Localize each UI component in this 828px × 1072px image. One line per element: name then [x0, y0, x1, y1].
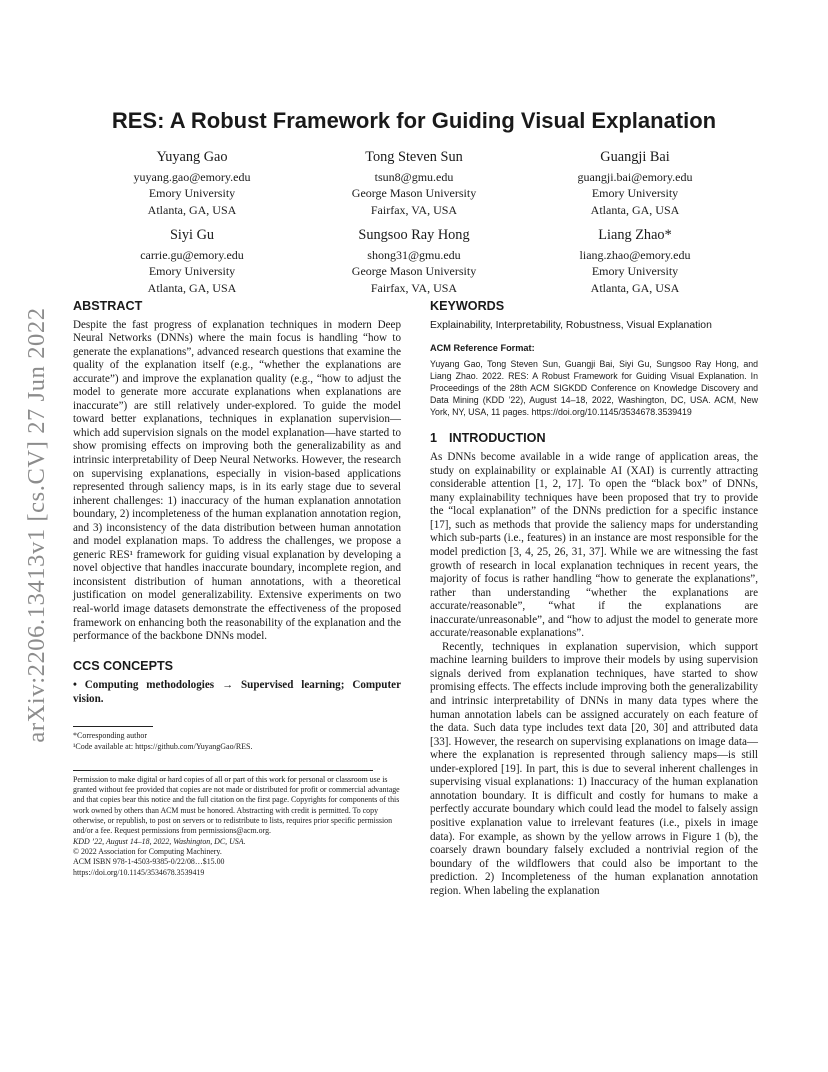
author-name: Sungsoo Ray Hong: [358, 227, 470, 243]
author-name: Yuyang Gao: [156, 149, 228, 165]
keywords-text: Explainability, Interpretability, Robustness, Visual Explanation: [430, 319, 712, 331]
author-affiliation: Emory University: [591, 264, 679, 279]
author-affiliation: Emory University: [148, 264, 236, 279]
author-affiliation: Emory University: [148, 186, 236, 201]
author-block: [72, 226, 312, 296]
author-affiliation: George Mason University: [351, 264, 477, 279]
acm-reference-heading: ACM Reference Format:: [430, 343, 535, 354]
author-email: shong31@gmu.edu: [367, 248, 461, 262]
footnote-code: ¹Code available at: https://github.com/YuyangGao/RES.: [73, 741, 253, 751]
keywords-heading: KEYWORDS: [430, 299, 505, 313]
arxiv-identifier-stamp: [20, 290, 54, 760]
section-heading-introduction: [430, 432, 758, 446]
author-affiliation: Emory University: [591, 186, 679, 201]
author-block: [72, 148, 312, 218]
abstract-heading: ABSTRACT: [73, 299, 143, 313]
author-email: guangji.bai@emory.edu: [577, 170, 693, 184]
author-block: [515, 148, 755, 218]
author-name: Guangji Bai: [600, 149, 670, 165]
right-column: [430, 300, 758, 898]
author-block: [294, 148, 534, 218]
author-location: Fairfax, VA, USA: [370, 202, 458, 217]
footnote-corresponding: *Corresponding author: [73, 731, 147, 741]
abstract-text: Despite the fast progress of explanation techniques in modern Deep Neural Networks (DNNs) where the main focus is handling “how to generate the explanations”, advanced research questions that examine the quality of the explanation itself (e.g., “whether the explanations are accurate”) and improve the explanation quality (e.g., “how to adjust the model to generate more accurate explanations when explanations are inaccurate”) are still relatively under-explored. To guide the model toward better explanations, techniques in explanation supervision—which add supervision signals on the model explanation—have started to show promising effects on improving both the generalizability as and intrinsic interpretability of Deep Neural Networks. However, the research on supervising explanations, especially in vision-based applications represented through saliency maps, is in its early stage due to several inherent challenges: 1) inaccuracy of the human explanation annotation boundary, 2) incompleteness of the human explanation annotation region, and 3) inconsistency of the data distribution between human annotation and model explanation maps. To address the challenges, we propose a generic RES¹ framework for guiding visual explanation by developing a novel objective that handles inaccurate boundary, incomplete region, and inconsistent distribution of human annotations, with a theoretical justification on model generalizability. Extensive experiments on two real-world image datasets demonstrate the effectiveness of the proposed framework on enhancing both the reasonability of the explanation and the performance of the backbone DNNs model.: [73, 318, 401, 643]
intro-paragraph: Recently, techniques in explanation supervision, which support machine learning builders to improve their models by using supervision signals derived from explanation techniques, have started to show promising effects. The effects include improving both the generalizability and intrinsic interpretability of DNNs in many data types where the human annotation labels can be assigned accurately on each feature of the data. Such data type includes text data [20, 30] and attributed data [33]. However, the research on supervising explanations on image data—where the explanation is represented through saliency maps—is still under-explored [19]. In part, this is due to several inherent challenges in supervising visual explanations: 1) Inaccuracy of the human explanation annotation boundary. It is difficult and costly for humans to make a perfectly accurate boundary which could lead the model to falsely assign positive explanation value to irrelevant features (i.e., pixels in image data). For example, as shown by the yellow arrows in Figure 1 (b), the coarsely drawn boundary falsely excluded a nontrivial region of the boundary of the wildflowers that could also be important to the prediction. 2) Incompleteness of the human explanation annotation region. When labeling the explanation: [430, 640, 758, 897]
author-affiliation: George Mason University: [351, 186, 477, 201]
author-name: Tong Steven Sun: [365, 149, 463, 165]
author-location: Fairfax, VA, USA: [370, 280, 458, 295]
permission-notice: Permission to make digital or hard copies of all or part of this work for personal or classroom use is granted without fee provided that copies are not made or distributed for profit or commercial advantage and that copies bear this notice and the full citation on the first page. Copyrights for components of this work owned by others than ACM must be honored. Abstracting with credit is permitted. To copy otherwise, or republish, to post on servers or to redistribute to lists, requires prior specific permission and/or a fee. Request permissions from permissions@acm.org.: [73, 774, 400, 836]
author-location: Atlanta, GA, USA: [147, 202, 237, 217]
conference-venue: KDD ’22, August 14–18, 2022, Washington, DC, USA.: [73, 836, 246, 846]
permission-rule: [73, 770, 373, 771]
author-location: Atlanta, GA, USA: [147, 280, 237, 295]
copyright-line: © 2022 Association for Computing Machinery.: [73, 847, 222, 857]
author-location: Atlanta, GA, USA: [590, 280, 680, 295]
author-email: carrie.gu@emory.edu: [140, 248, 244, 262]
intro-paragraph: As DNNs become available in a wide range of application areas, the study on explainability or explainable AI (XAI) is currently attracting considerable attention [1, 2, 17]. To open the “black box” of DNNs, many explainability techniques have been proposed that try to provide the “local explanation” of the DNNs prediction for a specific instance [17], such as methods that provide the saliency maps for understanding which sub-parts (i.e., features) in an instance are most responsible for the model prediction [3, 4, 25, 26, 31, 37]. While we are witnessing the fast growth of research in local explanation techniques in recent years, the majority of focus is rather handling “how to generate the explanations”, rather than understanding “whether the explanations are accurate/reasonable”, “what if the explanations are inaccurate/unreasonable”, and “how to adjust the model to generate more accurate/reasonable explanations”.: [430, 451, 758, 640]
paper-title: RES: A Robust Framework for Guiding Visual Explanation: [111, 108, 717, 133]
section-title: INTRODUCTION: [449, 430, 546, 445]
section-number: 1: [430, 430, 438, 445]
author-name: Liang Zhao*: [598, 227, 672, 243]
author-block: [294, 226, 534, 296]
ccs-heading: CCS CONCEPTS: [73, 658, 174, 673]
doi-line: https://doi.org/10.1145/3534678.3539419: [73, 867, 205, 877]
ccs-text: • Computing methodologies → Supervised learning; Computer vision.: [73, 679, 401, 705]
acm-reference-text: Yuyang Gao, Tong Steven Sun, Guangji Bai, Siyi Gu, Sungsoo Ray Hong, and Liang Zhao. 2022. RES: A Robust Framework for Guiding Visual Explanation. In Proceedings of the 28th ACM SIGKDD Conference on Knowledge Discovery and Data Mining (KDD ’22), August 14–18, 2022, Washington, DC, USA. ACM, New York, NY, USA, 11 pages. https://doi.org/10.1145/3534678.3539419: [430, 358, 758, 417]
left-column: [73, 300, 401, 878]
author-block: [515, 226, 755, 296]
author-email: liang.zhao@emory.edu: [579, 248, 691, 262]
author-email: tsun8@gmu.edu: [374, 170, 454, 184]
author-email: yuyang.gao@emory.edu: [133, 170, 251, 184]
footnote-rule: [73, 726, 153, 727]
author-name: Siyi Gu: [169, 227, 215, 243]
arxiv-identifier-text: arXiv:2206.13413v1 [cs.CV] 27 Jun 2022: [23, 307, 50, 743]
author-location: Atlanta, GA, USA: [590, 202, 680, 217]
isbn-line: ACM ISBN 978-1-4503-9385-0/22/08…$15.00: [73, 857, 225, 867]
